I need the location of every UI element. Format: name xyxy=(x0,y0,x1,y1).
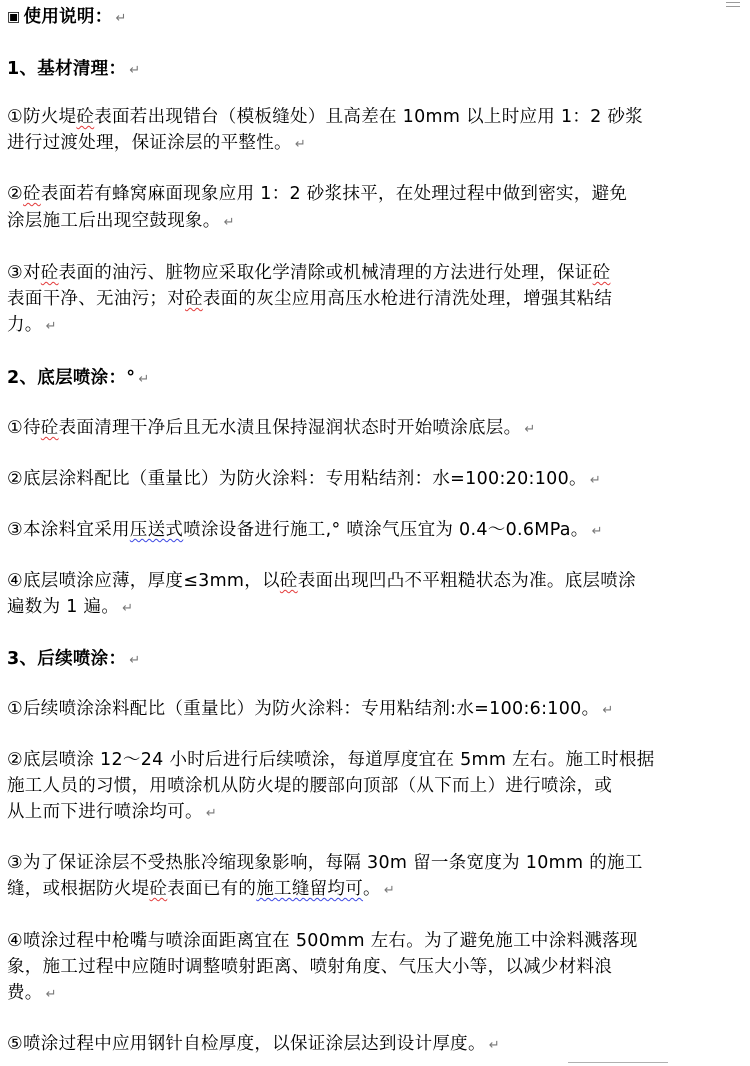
text-line xyxy=(7,314,735,338)
text-line xyxy=(7,367,735,391)
text-run: 表面已有的 xyxy=(167,879,257,899)
text-line xyxy=(7,956,735,978)
paragraph-mark-icon: ↵ xyxy=(129,653,141,668)
text-run: ②底层喷涂 12～24 小时后进行后续喷涂，每道厚度宜在 5mm 左右。施工时根据 xyxy=(7,750,655,770)
text-run: ④底层喷涂应薄，厚度≤3mm，以 xyxy=(7,571,280,591)
text-run: ①后续喷涂涂料配比（重量比）为防火涂料：专用粘结剂:水=100:6:100。 xyxy=(7,699,600,719)
section-number: 3、 xyxy=(7,649,38,669)
text-line xyxy=(7,982,735,1006)
text-run: 表面的油污、脏物应采取化学清除或机械清理的方法进行处理，保证 xyxy=(58,263,593,283)
paragraph-mark-icon: ↵ xyxy=(129,63,141,78)
paragraph-mark-icon: ↵ xyxy=(122,601,134,616)
text-line xyxy=(7,288,735,310)
text-run: 表面清理干净后且无水渍且保持湿润状态时开始喷涂底层。 xyxy=(58,418,522,438)
text-run: 从上而下进行喷涂均可。 xyxy=(7,802,203,822)
text-run: ③为了保证涂层不受热胀冷缩现象影响，每隔 30m 留一条宽度为 10mm 的施工 xyxy=(7,853,643,873)
paragraph-mark-icon: ↵ xyxy=(45,987,57,1002)
text-line xyxy=(7,596,735,620)
spellcheck-word: 砼 xyxy=(76,107,95,127)
doc-title: ▣ 使用说明： ↵ xyxy=(7,7,127,27)
text-line xyxy=(7,183,735,205)
text-run: 进行过渡处理，保证涂层的平整性。 xyxy=(7,133,292,153)
text-line xyxy=(7,519,735,543)
paragraph-mark-icon: ↵ xyxy=(383,883,396,898)
section-heading: 底层喷涂：° xyxy=(37,368,136,388)
spellcheck-word: 砼 xyxy=(279,571,298,591)
text-run: 表面若有蜂窝麻面现象应用 1：2 砂浆抹平，在处理过程中做到密实，避免 xyxy=(40,184,628,204)
text-run: 费。 xyxy=(7,983,43,1003)
text-run: 表面出现凹凸不平粗糙状态为准。底层喷涂 xyxy=(297,571,636,591)
section-number: 1、 xyxy=(7,59,38,79)
text-line xyxy=(7,468,735,492)
paragraph-mark-icon: ↵ xyxy=(223,215,235,230)
paragraph-mark-icon: ↵ xyxy=(45,319,57,334)
spellcheck-word: 砼 xyxy=(592,263,611,283)
paragraph-mark-icon: ↵ xyxy=(115,11,127,26)
paragraph-mark-icon: ↵ xyxy=(138,372,150,387)
text-run: 施工人员的习惯，用喷涂机从防火堤的腰部向顶部（从下而上）进行喷涂，或 xyxy=(7,776,613,796)
text-line xyxy=(7,775,735,797)
text-line xyxy=(7,852,735,874)
section-number: 2、 xyxy=(7,368,38,388)
spellcheck-word: 砼 xyxy=(149,879,168,899)
paragraph-mark-icon: ↵ xyxy=(524,422,536,437)
section-heading: 基材清理： xyxy=(37,59,127,79)
text-run: 表面若出现错台（模板缝处）且高差在 10mm 以上时应用 1：2 砂浆 xyxy=(94,107,644,127)
text-run: 遍数为 1 遍。 xyxy=(7,597,120,617)
text-run: ② xyxy=(7,184,23,204)
text-line xyxy=(7,210,735,234)
paragraph-mark-icon: ↵ xyxy=(488,1038,500,1053)
text-run: ③本涂料宜采用 xyxy=(7,520,130,540)
paragraph-mark-icon: ↵ xyxy=(589,473,602,488)
text-run: 象，施工过程中应随时调整喷射距离、喷射角度、气压大小等，以减少材料浪 xyxy=(7,957,613,977)
text-line xyxy=(7,417,735,441)
text-line xyxy=(7,698,735,722)
spellcheck-word: 砼 xyxy=(40,263,59,283)
paragraph-mark-icon: ↵ xyxy=(602,703,614,718)
paragraph-mark-icon: ↵ xyxy=(205,806,218,821)
spellcheck-word: 砼 xyxy=(185,289,203,309)
text-line xyxy=(7,106,735,128)
text-run: 力。 xyxy=(7,315,43,335)
spellcheck-word: 砼 xyxy=(23,184,41,204)
bottom-rule xyxy=(568,1062,668,1063)
text-line xyxy=(7,930,735,952)
text-line xyxy=(7,801,735,825)
text-run: 。 xyxy=(363,879,381,899)
text-run: 表面干净、无油污；对 xyxy=(7,289,185,309)
text-line xyxy=(7,878,735,902)
text-run: 喷涂设备进行施工,° 喷涂气压宜为 0.4～0.6MPa。 xyxy=(183,520,589,540)
text-run: 涂层施工后出现空鼓现象。 xyxy=(7,211,221,231)
text-line xyxy=(7,132,735,156)
text-run: ④喷涂过程中枪嘴与喷涂面距离宜在 500mm 左右。为了避免施工中涂料溅落现 xyxy=(7,931,638,951)
text-line xyxy=(7,570,735,592)
text-run: ③对 xyxy=(7,263,41,283)
text-run: 缝，或根据防火堤 xyxy=(7,879,150,899)
text-run: 表面的灰尘应用高压水枪进行清洗处理，增强其粘结 xyxy=(202,289,613,309)
text-line xyxy=(7,58,735,82)
text-run: ②底层涂料配比（重量比）为防火涂料：专用粘结剂：水=100:20:100。 xyxy=(7,469,587,489)
square-bullet-icon: ▣ xyxy=(7,9,21,25)
paragraph-mark-icon: ↵ xyxy=(294,137,307,152)
grammar-flagged-text: 施工缝留均可 xyxy=(256,879,364,899)
section-heading: 后续喷涂： xyxy=(37,649,127,669)
text-run: ①待 xyxy=(7,418,41,438)
text-line xyxy=(7,1033,735,1057)
text-line xyxy=(7,262,735,284)
text-line xyxy=(7,648,735,672)
text-run: ⑤喷涂过程中应用钢针自检厚度，以保证涂层达到设计厚度。 xyxy=(7,1034,486,1054)
spellcheck-word: 砼 xyxy=(40,418,59,438)
text-line xyxy=(7,749,735,771)
paragraph-mark-icon: ↵ xyxy=(591,524,603,539)
grammar-flagged-text: 压送式 xyxy=(129,520,184,540)
text-run: ①防火堤 xyxy=(7,107,77,127)
